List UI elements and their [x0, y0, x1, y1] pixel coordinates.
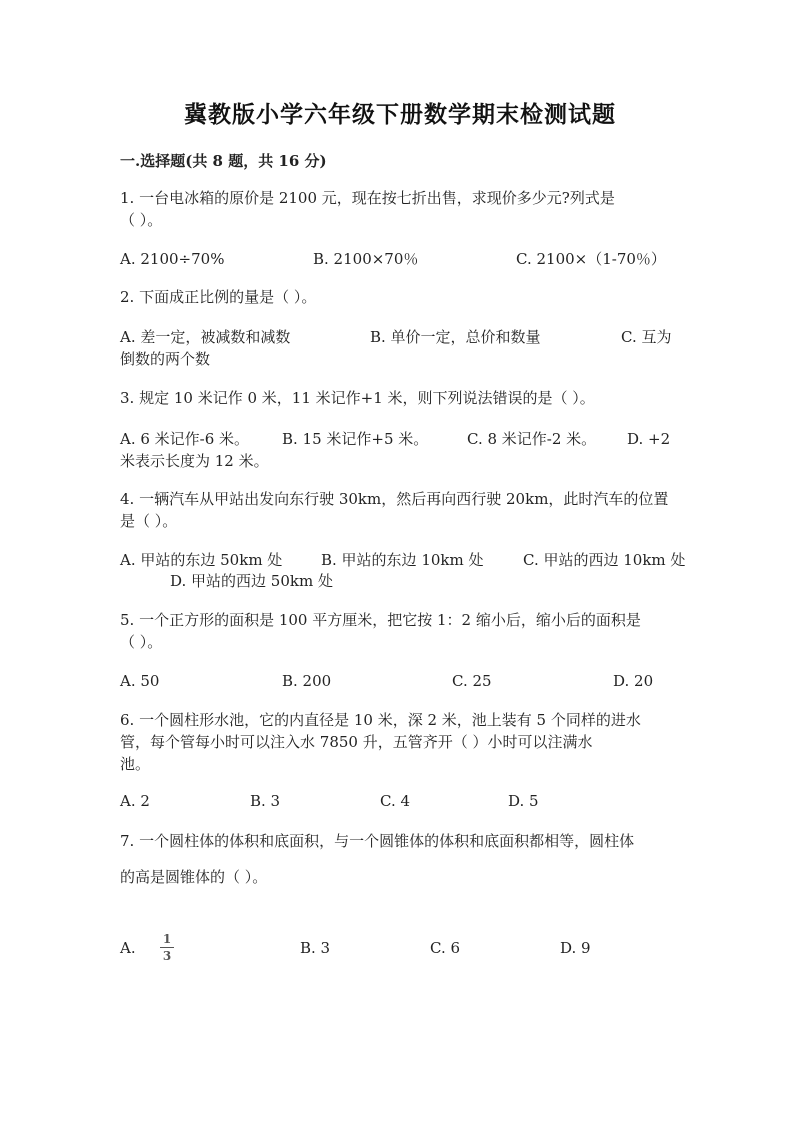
q3-option-c[interactable]: C. 8 米记作-2 米。	[467, 430, 597, 448]
question-4-line-1: 4. 一辆汽车从甲站出发向东行驶 30km，然后再向西行驶 20km，此时汽车的位置	[120, 490, 669, 508]
q2-option-c-wrap: 倒数的两个数	[120, 350, 211, 368]
q2-option-a[interactable]: A. 差一定，被减数和减数	[120, 328, 291, 346]
q3-option-b[interactable]: B. 15 米记作+5 米。	[282, 430, 429, 448]
question-6-line-1: 6. 一个圆柱形水池，它的内直径是 10 米，深 2 米，池上装有 5 个同样的进水	[120, 711, 641, 729]
question-2-line-1: 2. 下面成正比例的量是（ ）。	[120, 288, 317, 306]
fraction-denominator: 3	[162, 949, 172, 963]
question-5	[120, 609, 680, 653]
q7-option-d[interactable]: D. 9	[560, 939, 591, 957]
question-7-line-2: 的高是圆锥体的（ ）。	[120, 868, 268, 886]
question-1-line-2: （ ）。	[120, 211, 163, 229]
q5-option-d[interactable]: D. 20	[613, 672, 654, 690]
question-7	[120, 830, 680, 852]
q6-option-d[interactable]: D. 5	[508, 792, 539, 810]
question-4-line-2: 是（ ）。	[120, 512, 178, 530]
q7-option-b[interactable]: B. 3	[300, 939, 331, 957]
question-5-line-2: （ ）。	[120, 633, 163, 651]
fraction-numerator: 1	[162, 932, 172, 946]
q2-option-b[interactable]: B. 单价一定，总价和数量	[370, 328, 541, 346]
q7-option-c[interactable]: C. 6	[430, 939, 461, 957]
section-heading: 一.选择题(共 8 题，共 16 分)	[120, 152, 327, 170]
question-3	[120, 387, 680, 409]
question-1	[120, 187, 680, 231]
q6-option-b[interactable]: B. 3	[250, 792, 281, 810]
question-3-line-1: 3. 规定 10 米记作 0 米，11 米记作+1 米，则下列说法错误的是（ ）。	[120, 389, 595, 407]
q4-option-a[interactable]: A. 甲站的东边 50km 处	[120, 551, 283, 569]
question-7-continued	[120, 866, 680, 888]
fraction-bar	[160, 947, 174, 948]
question-2	[120, 286, 680, 308]
question-6-line-3: 池。	[120, 755, 151, 773]
question-1-line-1: 1. 一台电冰箱的原价是 2100 元，现在按七折出售，求现价多少元?列式是	[120, 189, 615, 207]
q7-option-a[interactable]: A.	[120, 939, 136, 957]
q6-option-a[interactable]: A. 2	[120, 792, 150, 810]
q2-option-c[interactable]: C. 互为	[621, 328, 672, 346]
q6-option-c[interactable]: C. 4	[380, 792, 411, 810]
q5-option-c[interactable]: C. 25	[452, 672, 492, 690]
q1-option-a[interactable]: A. 2100÷70%	[120, 250, 225, 268]
q1-option-b[interactable]: B. 2100×70％	[313, 250, 419, 268]
q5-option-a[interactable]: A. 50	[120, 672, 160, 690]
page-title: 冀教版小学六年级下册数学期末检测试题	[184, 101, 616, 128]
q1-option-c[interactable]: C. 2100×（1-70％）	[516, 250, 666, 268]
q3-option-d-wrap: 米表示长度为 12 米。	[120, 452, 269, 470]
q4-option-c[interactable]: C. 甲站的西边 10km 处	[523, 551, 686, 569]
question-6	[120, 709, 680, 775]
question-7-line-1: 7. 一个圆柱体的体积和底面积，与一个圆锥体的体积和底面积都相等，圆柱体	[120, 832, 635, 850]
question-4	[120, 488, 680, 532]
q4-option-b[interactable]: B. 甲站的东边 10km 处	[321, 551, 484, 569]
question-5-line-1: 5. 一个正方形的面积是 100 平方厘米，把它按 1：2 缩小后，缩小后的面积是	[120, 611, 641, 629]
q3-option-d[interactable]: D. +2	[627, 430, 671, 448]
q7-option-a-fraction	[160, 932, 174, 963]
question-6-line-2: 管，每个管每小时可以注入水 7850 升，五管齐开（ ）小时可以注满水	[120, 733, 593, 751]
q5-option-b[interactable]: B. 200	[282, 672, 332, 690]
q3-option-a[interactable]: A. 6 米记作-6 米。	[120, 430, 250, 448]
q4-option-d[interactable]: D. 甲站的西边 50km 处	[170, 572, 333, 590]
